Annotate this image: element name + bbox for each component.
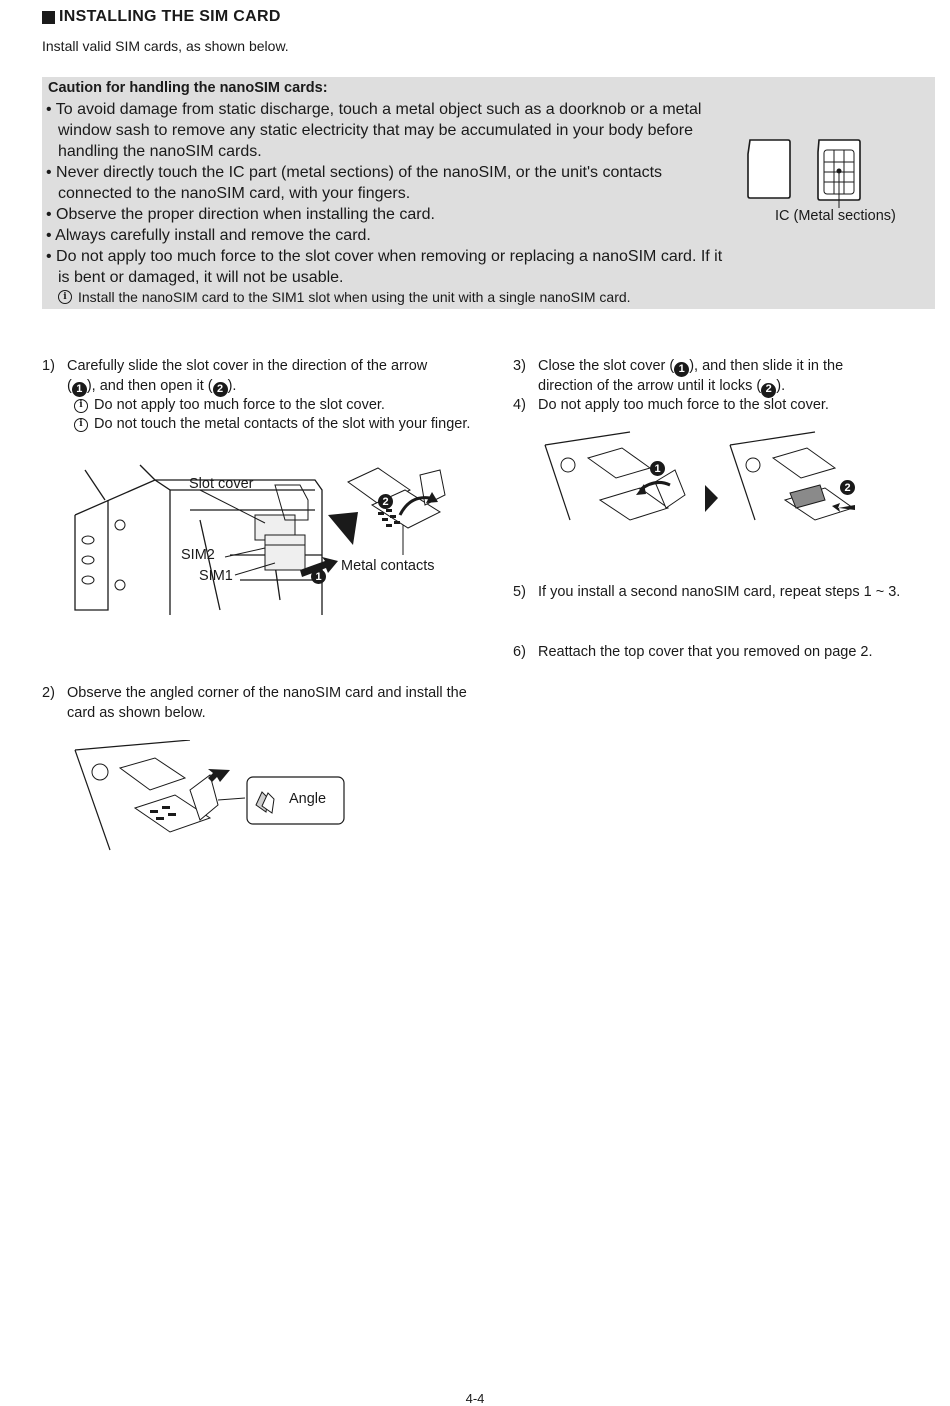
label-metal-contacts: Metal contacts (341, 558, 435, 574)
square-bullet-icon (42, 11, 55, 24)
section-title: INSTALLING THE SIM CARD (59, 8, 281, 25)
label-angle: Angle (289, 791, 327, 807)
caution-bullet: • Always carefully install and remove the card. (46, 227, 371, 244)
page-number: 4-4 (465, 1391, 485, 1406)
caution-title: Caution for handling the nanoSIM cards: (48, 80, 328, 96)
marker-1-icon: 1 (72, 382, 87, 397)
marker-2-icon: 2 (761, 383, 776, 398)
step-1-info-1: i Do not apply too much force to the slot cover. (74, 396, 474, 416)
step-5: 5) If you install a second nanoSIM card, repeat steps 1 ~ 3. (513, 584, 901, 600)
caution-info (58, 289, 631, 305)
step-1: 1) Carefully slide the slot cover in the direction of the arrow ( 1 ), and then open it ( 2 ). (42, 357, 482, 397)
info-icon: i (74, 418, 88, 432)
step-3: 3) Close the slot cover ( 1 ), and then slide it in the direction of the arrow until it locks ( 2 ). (513, 357, 933, 397)
caution-bullet: • Observe the proper direction when installing the card. (46, 206, 435, 223)
figure-slot-close (540, 430, 880, 530)
marker-2-icon: 2 (840, 480, 855, 495)
section-heading (42, 8, 281, 26)
step-4: 4) Do not apply too much force to the slot cover. (513, 397, 829, 413)
caution-info-text: Install the nanoSIM card to the SIM1 slot when using the unit with a single nanoSIM card. (78, 289, 631, 305)
marker-2-icon: 2 (213, 382, 228, 397)
info-icon: i (74, 399, 88, 413)
step-6: 6) Reattach the top cover that you removed on page 2. (513, 644, 873, 660)
marker-2-icon: 2 (378, 494, 393, 509)
marker-1-icon: 1 (650, 461, 665, 476)
marker-1-icon: 1 (311, 569, 326, 584)
ic-label: IC (Metal sections) (775, 208, 896, 224)
caution-bullet: • Never directly touch the IC part (metal sections) of the nanoSIM, or the unit's contacts connected to the nanoSIM card, with your fingers. (46, 164, 663, 202)
caution-bullet: • Do not apply too much force to the slot cover when removing or replacing a nanoSIM card. If it is bent or damaged, it will not be usable. (46, 248, 723, 286)
caution-bullet: • To avoid damage from static discharge, touch a metal object such as a doorknob or a metal window sash to remove any static electricity that may be accumulated in your body before handling the nanoSIM cards. (46, 101, 702, 160)
step-1-info-2: i Do not touch the metal contacts of the slot with your finger. (74, 415, 474, 435)
marker-1-icon: 1 (674, 362, 689, 377)
figure-slot-open (60, 460, 460, 620)
info-icon: i (58, 290, 72, 304)
label-sim1: SIM1 (199, 568, 233, 584)
intro-text: Install valid SIM cards, as shown below. (42, 38, 289, 54)
step-2: 2) Observe the angled corner of the nanoSIM card and install the card as shown below. (42, 685, 467, 721)
label-slot-cover: Slot cover (189, 476, 254, 492)
label-sim2: SIM2 (181, 547, 215, 563)
caution-bullets (46, 99, 726, 288)
